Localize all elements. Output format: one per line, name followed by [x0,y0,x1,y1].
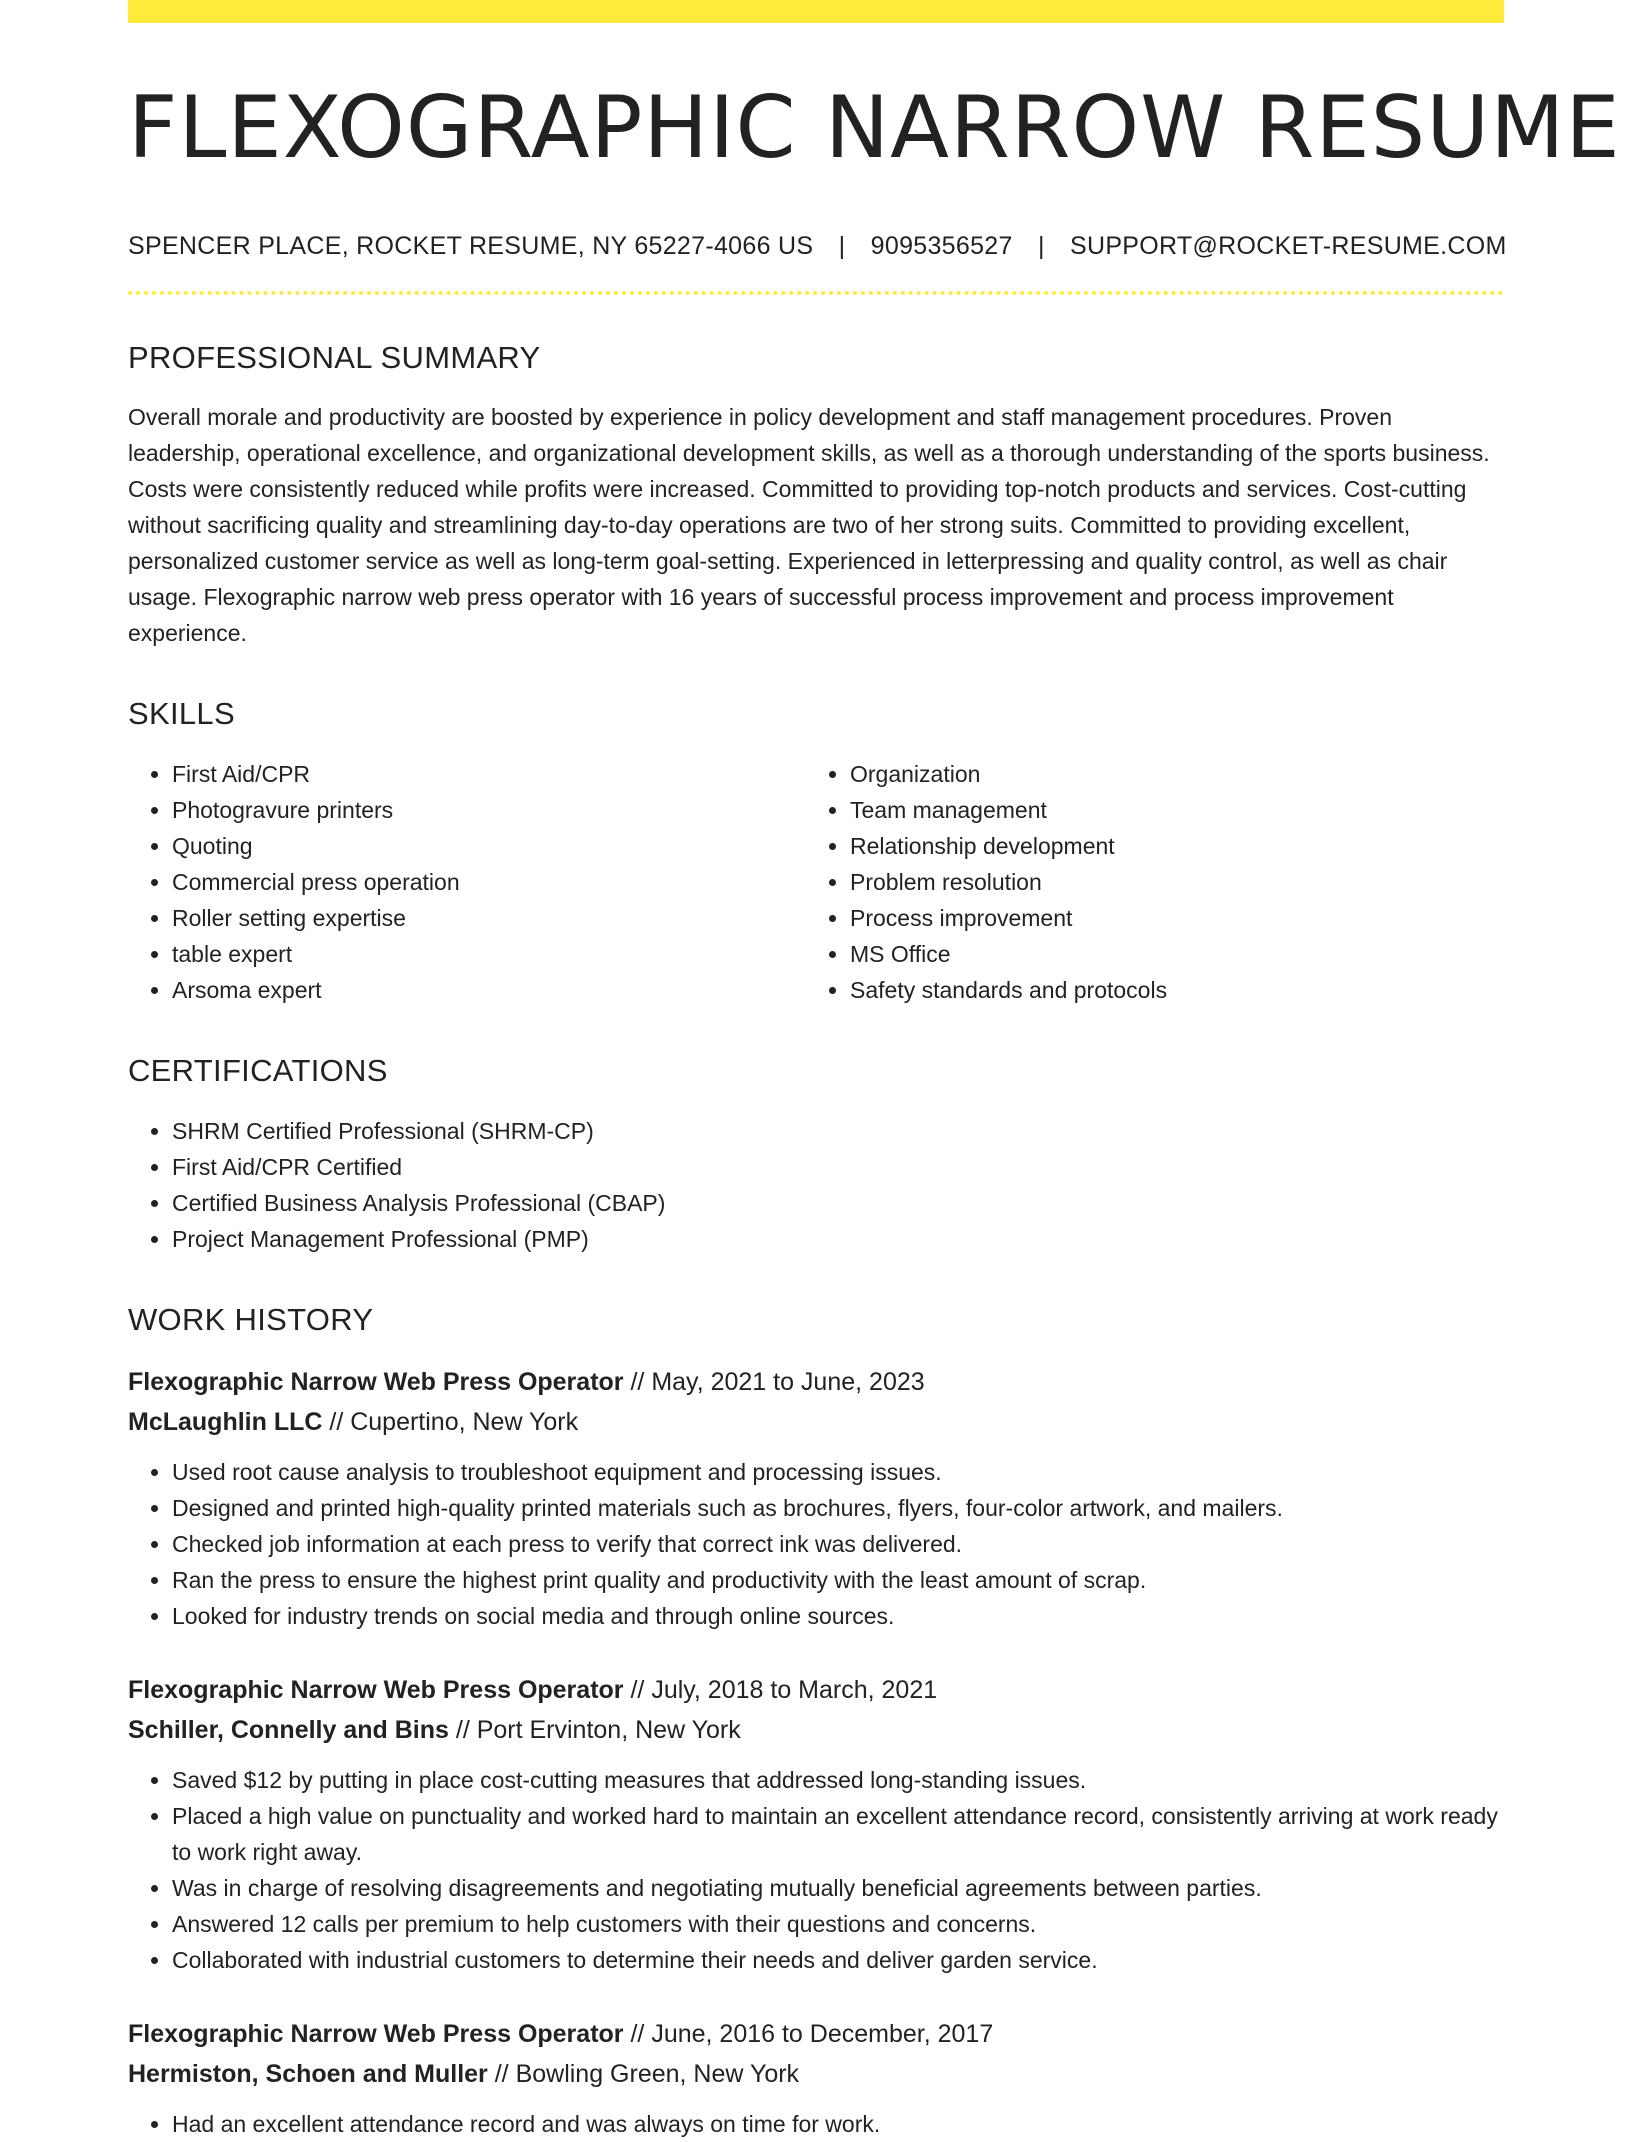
certification-item: • Project Management Professional (PMP) [172,1221,1504,1257]
skill-item: • MS Office [850,936,1484,972]
job-bullet: • Answered 12 calls per premium to help customers with their questions and concerns. [172,1906,1504,1942]
summary-heading: PROFESSIONAL SUMMARY [128,339,541,375]
skill-item: • table expert [172,936,806,972]
job-company: Schiller, Connelly and Bins [128,1716,449,1745]
job-bullet: • Had an excellent attendance record and was always on time for work. [172,2106,1504,2142]
certifications-heading: CERTIFICATIONS [128,1052,388,1088]
certifications-section [128,1052,1504,1257]
job-bullets [128,1762,1504,1978]
skills-grid [128,732,1504,1008]
skill-item: • Commercial press operation [172,864,806,900]
job-location: // Bowling Green, New York [487,2060,800,2089]
job-position: Flexographic Narrow Web Press Operator [128,2020,624,2049]
job-dates: // July, 2018 to March, 2021 [623,1676,938,1705]
job-company: McLaughlin LLC [128,1408,323,1437]
skills-list-left [128,756,806,1008]
job-company-line [128,2054,1504,2094]
skill-item: • Roller setting expertise [172,900,806,936]
summary-section [128,339,1504,651]
job-company: Hermiston, Schoen and Muller [128,2060,488,2089]
contact-address: SPENCER PLACE, ROCKET RESUME, NY 65227-4066 US [128,231,814,260]
job-dates: // May, 2021 to June, 2023 [623,1368,925,1397]
certification-item: • Certified Business Analysis Professional (CBAP) [172,1185,1504,1221]
contact-phone: 9095356527 [870,231,1013,260]
skills-section [128,695,1504,1008]
skill-item: • Arsoma expert [172,972,806,1008]
job-bullet: • Used root cause analysis to troubleshoot equipment and processing issues. [172,1454,1504,1490]
job-bullet: • Ran the press to ensure the highest print quality and productivity with the least amount of scrap. [172,1562,1504,1598]
job-position: Flexographic Narrow Web Press Operator [128,1676,624,1705]
job-entry [128,1362,1504,1634]
top-accent-bar [128,0,1504,23]
skill-item: • Quoting [172,828,806,864]
job-dates: // June, 2016 to December, 2017 [623,2020,994,2049]
resume-title: FLEXOGRAPHIC NARROW RESUME [128,78,1621,178]
skill-item: • Process improvement [850,900,1484,936]
skill-item: • Organization [850,756,1484,792]
job-bullets [128,1454,1504,1634]
job-location: // Port Ervinton, New York [448,1716,741,1745]
job-bullet: • Looked for industry trends on social media and through online sources. [172,1598,1504,1634]
summary-text: Overall morale and productivity are boosted by experience in policy development and staff management procedures. Proven leadership, operational excellence, and organizational development skills, as well as a thorough understanding of the sports business. Costs were consistently reduced while profits were increased. Committed to providing top-notch products and services. Cost-cutting without sacrificing quality and streamlining day-to-day operations are two of her strong suits. Committed to providing excellent, personalized customer service as well as long-term goal-setting. Experienced in letterpressing and quality control, as well as chair usage. Flexographic narrow web press operator with 16 years of successful process improvement and process improvement experience. [128,403,1490,646]
resume-page [128,0,1621,2142]
skill-item: • Photogravure printers [172,792,806,828]
job-entry [128,1670,1504,1978]
certification-item: • First Aid/CPR Certified [172,1149,1504,1185]
job-entry [128,2014,1504,2142]
job-title-line [128,2014,1504,2054]
job-bullet: • Checked job information at each press to verify that correct ink was delivered. [172,1526,1504,1562]
job-bullet: • Collaborated with industrial customers to determine their needs and deliver garden service. [172,1942,1504,1978]
job-bullet: • Designed and printed high-quality printed materials such as brochures, flyers, four-color artwork, and mailers. [172,1490,1504,1526]
job-location: // Cupertino, New York [322,1408,579,1437]
skill-item: • First Aid/CPR [172,756,806,792]
skills-list-right [806,756,1484,1008]
dotted-divider [128,291,1504,295]
work-history-heading: WORK HISTORY [128,1302,374,1338]
contact-separator: | [838,231,846,260]
skill-item: • Team management [850,792,1484,828]
skills-heading: SKILLS [128,695,235,731]
job-bullet: • Placed a high value on punctuality and worked hard to maintain an excellent attendance record, consistently arriving at work ready to work right away. [172,1798,1504,1870]
job-title-line [128,1670,1504,1710]
contact-line [128,231,1507,261]
contact-email: SUPPORT@ROCKET-RESUME.COM [1070,231,1507,260]
job-position: Flexographic Narrow Web Press Operator [128,1368,624,1397]
contact-separator: | [1037,231,1045,260]
job-company-line [128,1710,1504,1750]
certifications-list [128,1113,1504,1257]
job-bullet: • Saved $12 by putting in place cost-cutting measures that addressed long-standing issues. [172,1762,1504,1798]
job-bullet: • Was in charge of resolving disagreements and negotiating mutually beneficial agreements between parties. [172,1870,1504,1906]
job-company-line [128,1402,1504,1442]
skill-item: • Problem resolution [850,864,1484,900]
skill-item: • Relationship development [850,828,1484,864]
skill-item: • Safety standards and protocols [850,972,1484,1008]
job-title-line [128,1362,1504,1402]
certification-item: • SHRM Certified Professional (SHRM-CP) [172,1113,1504,1149]
work-history-section [128,1301,1504,2142]
